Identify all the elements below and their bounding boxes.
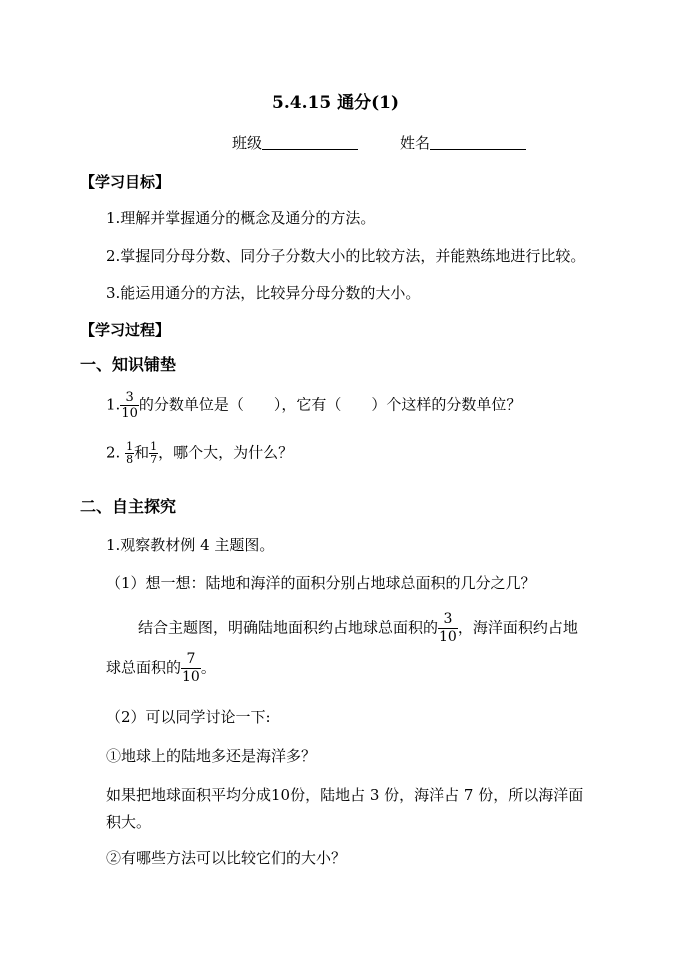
text-span: 结合主题图，明确陆地面积约占地球总面积的 <box>138 618 439 637</box>
fraction <box>125 441 134 466</box>
question-1 <box>106 390 521 421</box>
question-number: 2. <box>106 443 121 462</box>
fraction <box>120 390 139 421</box>
denominator: 8 <box>126 453 134 466</box>
page-title: 5.4.15 通分(1) <box>272 93 399 113</box>
fraction <box>149 441 158 466</box>
list-item: ①地球上的陆地多还是海洋多？ <box>106 747 317 765</box>
numerator: 3 <box>438 611 458 629</box>
process-heading: 【学习过程】 <box>80 321 171 339</box>
numerator: 7 <box>181 651 201 669</box>
goals-heading: 【学习目标】 <box>80 173 171 191</box>
question-number: 1. <box>106 395 121 414</box>
paragraph-line <box>106 651 216 686</box>
class-blank[interactable] <box>262 133 358 150</box>
name-blank[interactable] <box>430 133 526 150</box>
numerator: 1 <box>126 440 134 453</box>
question-2 <box>106 441 293 466</box>
list-item: 1.观察教材例 4 主题图。 <box>106 536 275 554</box>
list-item: （1）想一想：陆地和海洋的面积分别占地球总面积的几分之几？ <box>106 574 536 592</box>
paragraph-line: 积大。 <box>106 813 152 831</box>
numerator: 3 <box>120 390 139 406</box>
paragraph-line: 如果把地球面积平均分成10份，陆地占 3 份，海洋占 7 份，所以海洋面 <box>106 786 584 804</box>
goal-item: 2.掌握同分母分数、同分子分数大小的比较方法，并能熟练地进行比较。 <box>106 247 586 265</box>
fraction <box>438 611 458 646</box>
conjunction: 和 <box>134 443 150 462</box>
section-heading: 一、知识铺垫 <box>80 355 177 374</box>
list-item: ②有哪些方法可以比较它们的大小？ <box>106 849 347 867</box>
class-label: 班级 <box>232 134 263 152</box>
class-field <box>232 133 358 153</box>
name-label: 姓名 <box>400 134 431 152</box>
denominator: 7 <box>150 453 158 466</box>
goal-item: 3.能运用通分的方法，比较异分母分数的大小。 <box>106 284 421 302</box>
denominator: 10 <box>182 669 200 685</box>
fraction <box>181 651 201 686</box>
numerator: 1 <box>150 440 158 453</box>
text-span: 。 <box>200 658 216 677</box>
text-span: 球总面积的 <box>106 658 182 677</box>
goal-item: 1.理解并掌握通分的概念及通分的方法。 <box>106 209 376 227</box>
paragraph-line <box>138 611 578 646</box>
question-text: ，哪个大，为什么？ <box>158 443 294 462</box>
name-field <box>400 133 526 153</box>
denominator: 10 <box>439 629 457 645</box>
list-item: （2）可以同学讨论一下: <box>106 708 271 726</box>
denominator: 10 <box>121 406 138 421</box>
question-text: 的分数单位是（ ），它有（ ）个这样的分数单位？ <box>138 395 522 414</box>
section-heading: 二、自主探究 <box>80 497 177 516</box>
text-span: ，海洋面积约占地 <box>457 618 578 637</box>
